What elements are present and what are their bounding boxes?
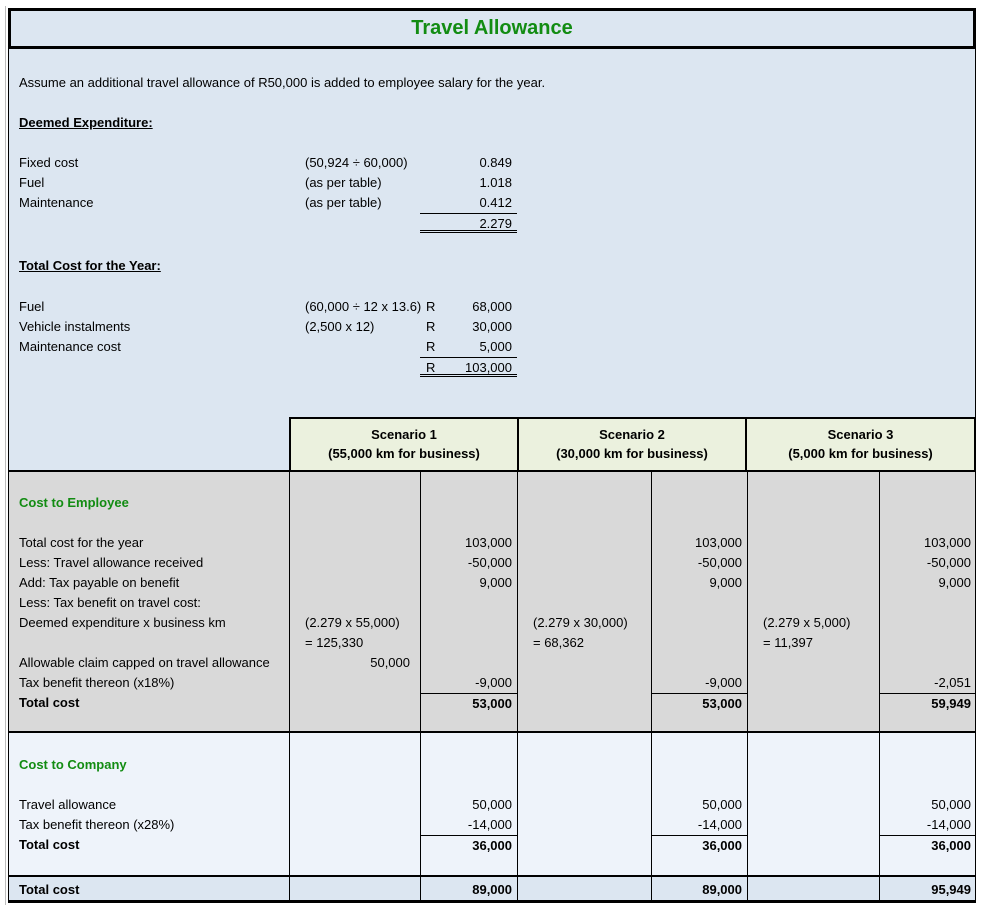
row-label: Tax benefit thereon (x18%) — [19, 675, 175, 690]
deemed-total-value: 2.279 — [420, 213, 517, 233]
year-total-row — [9, 357, 975, 377]
s2-total: 36,000 — [651, 835, 747, 855]
cost-to-company-section — [9, 731, 975, 875]
row-label: Maintenance — [19, 195, 94, 210]
s1-formula: (2.279 x 55,000) — [305, 615, 400, 630]
s2-formula-result: = 68,362 — [533, 635, 584, 650]
table-row — [9, 673, 975, 693]
row-formula: (2,500 x 12) — [305, 319, 375, 334]
s3-value: 50,000 — [931, 797, 971, 812]
row-label: Tax benefit thereon (x28%) — [19, 817, 175, 832]
s2-formula: (2.279 x 30,000) — [533, 615, 628, 630]
table-row — [9, 613, 975, 633]
row-label: Fuel — [19, 175, 45, 190]
row-label: Travel allowance — [19, 797, 117, 812]
s1-value: -14,000 — [467, 817, 512, 832]
row-value: 68,000 — [472, 299, 512, 314]
intro-text: Assume an additional travel allowance of R50,000 is added to employee salary for the year. — [19, 75, 546, 90]
row-label: Deemed expenditure x business km — [19, 615, 226, 630]
s1-grand-total: 89,000 — [472, 882, 512, 897]
s3-value: -14,000 — [926, 817, 971, 832]
s2-total: 53,000 — [651, 693, 747, 713]
s1-value: -50,000 — [467, 555, 512, 570]
row-value-cell — [420, 297, 517, 317]
scenario-name: Scenario 3 — [827, 427, 894, 442]
s3-grand-total: 95,949 — [931, 882, 971, 897]
scenario-km: (30,000 km for business) — [556, 446, 708, 461]
cost-to-employee-section — [9, 470, 975, 731]
row-label: Fuel — [19, 299, 45, 314]
year-row-maintenance — [9, 337, 975, 357]
intro-row — [9, 73, 975, 93]
year-total-cell — [420, 357, 517, 377]
s2-grand-total: 89,000 — [702, 882, 742, 897]
s2-value: 103,000 — [695, 535, 742, 550]
s1-value: 103,000 — [465, 535, 512, 550]
s2-value: 9,000 — [709, 575, 742, 590]
deemed-row-maintenance — [9, 193, 975, 213]
row-value-cell — [420, 337, 517, 357]
deemed-total-row — [9, 213, 975, 233]
grand-total-label: Total cost — [19, 882, 80, 897]
currency-symbol: R — [426, 339, 436, 354]
row-formula: (as per table) — [305, 175, 382, 190]
currency-symbol: R — [426, 299, 436, 314]
scenario-3-header — [745, 419, 974, 470]
table-row — [9, 795, 975, 815]
page-title: Travel Allowance — [411, 17, 573, 39]
row-value: 5,000 — [479, 339, 512, 354]
s2-value: -50,000 — [697, 555, 742, 570]
s3-total: 59,949 — [879, 693, 976, 713]
s3-formula: (2.279 x 5,000) — [763, 615, 851, 630]
deemed-row-fuel — [9, 173, 975, 193]
row-label: Less: Tax benefit on travel cost: — [19, 595, 201, 610]
scenario-2-header — [517, 419, 745, 470]
deemed-row-fixed-cost — [9, 153, 975, 173]
s3-formula-result: = 11,397 — [763, 635, 814, 650]
scenario-name: Scenario 1 — [371, 427, 437, 442]
row-label: Maintenance cost — [19, 339, 121, 354]
table-row — [9, 815, 975, 835]
s1-value: 50,000 — [472, 797, 512, 812]
s2-value: -14,000 — [697, 817, 742, 832]
s3-value: 9,000 — [938, 575, 971, 590]
year-heading-row — [9, 256, 975, 276]
currency-symbol: R — [426, 319, 436, 334]
row-label: Less: Travel allowance received — [19, 555, 204, 570]
grid-vline — [289, 877, 290, 900]
year-total-value: 103,000 — [465, 360, 512, 375]
s2-value: -9,000 — [705, 675, 742, 690]
s3-value: -2,051 — [934, 675, 971, 690]
table-row — [9, 633, 975, 653]
company-total-row — [9, 835, 975, 855]
s1-total: 53,000 — [420, 693, 517, 713]
row-label: Allowable claim capped on travel allowance — [19, 655, 270, 670]
scenario-1-header — [291, 419, 517, 470]
year-row-instalments — [9, 317, 975, 337]
s3-value: 103,000 — [924, 535, 971, 550]
title-bar — [8, 8, 976, 49]
section-heading-row — [9, 755, 975, 775]
scenario-name: Scenario 2 — [599, 427, 665, 442]
s1-formula-result: = 125,330 — [305, 635, 364, 650]
table-row — [9, 533, 975, 553]
s3-capped-value — [747, 653, 879, 673]
row-label: Fixed cost — [19, 155, 79, 170]
s1-value: -9,000 — [475, 675, 512, 690]
cost-to-company-heading: Cost to Company — [19, 757, 127, 772]
s1-value: 9,000 — [479, 575, 512, 590]
cost-to-employee-heading: Cost to Employee — [19, 495, 129, 510]
table-row — [9, 593, 975, 613]
scenario-km: (5,000 km for business) — [788, 446, 933, 461]
scenario-km: (55,000 km for business) — [328, 446, 480, 461]
s3-total: 36,000 — [879, 835, 976, 855]
table-row — [9, 653, 975, 673]
s2-value: 50,000 — [702, 797, 742, 812]
row-label: Total cost — [19, 695, 80, 710]
s1-total: 36,000 — [420, 835, 517, 855]
total-cost-year-heading: Total Cost for the Year: — [19, 258, 161, 273]
employee-total-row — [9, 693, 975, 713]
section-heading-row — [9, 493, 975, 513]
row-value: 1.018 — [479, 175, 512, 190]
row-label: Vehicle instalments — [19, 319, 131, 334]
grid-vline — [747, 877, 748, 900]
currency-symbol: R — [426, 360, 436, 375]
deemed-expenditure-heading: Deemed Expenditure: — [19, 115, 153, 130]
table-row — [9, 573, 975, 593]
table-row — [9, 553, 975, 573]
grid-vline — [517, 877, 518, 900]
s3-value: -50,000 — [926, 555, 971, 570]
s2-capped-value — [517, 653, 651, 673]
year-row-fuel — [9, 297, 975, 317]
row-value: 0.412 — [479, 195, 512, 210]
scenario-header-row — [289, 417, 976, 470]
row-value-cell — [420, 317, 517, 337]
deemed-heading-row — [9, 113, 975, 133]
row-formula: (60,000 ÷ 12 x 13.6) — [305, 299, 422, 314]
row-formula: (50,924 ÷ 60,000) — [305, 155, 408, 170]
sheet-gridline — [5, 6, 6, 905]
sheet-body — [8, 49, 976, 903]
row-value: 30,000 — [472, 319, 512, 334]
grand-total-row — [9, 875, 975, 900]
row-label: Total cost — [19, 837, 80, 852]
row-label: Add: Tax payable on benefit — [19, 575, 180, 590]
row-value: 0.849 — [479, 155, 512, 170]
row-label: Total cost for the year — [19, 535, 144, 550]
s1-capped-value: 50,000 — [370, 655, 410, 670]
row-formula: (as per table) — [305, 195, 382, 210]
